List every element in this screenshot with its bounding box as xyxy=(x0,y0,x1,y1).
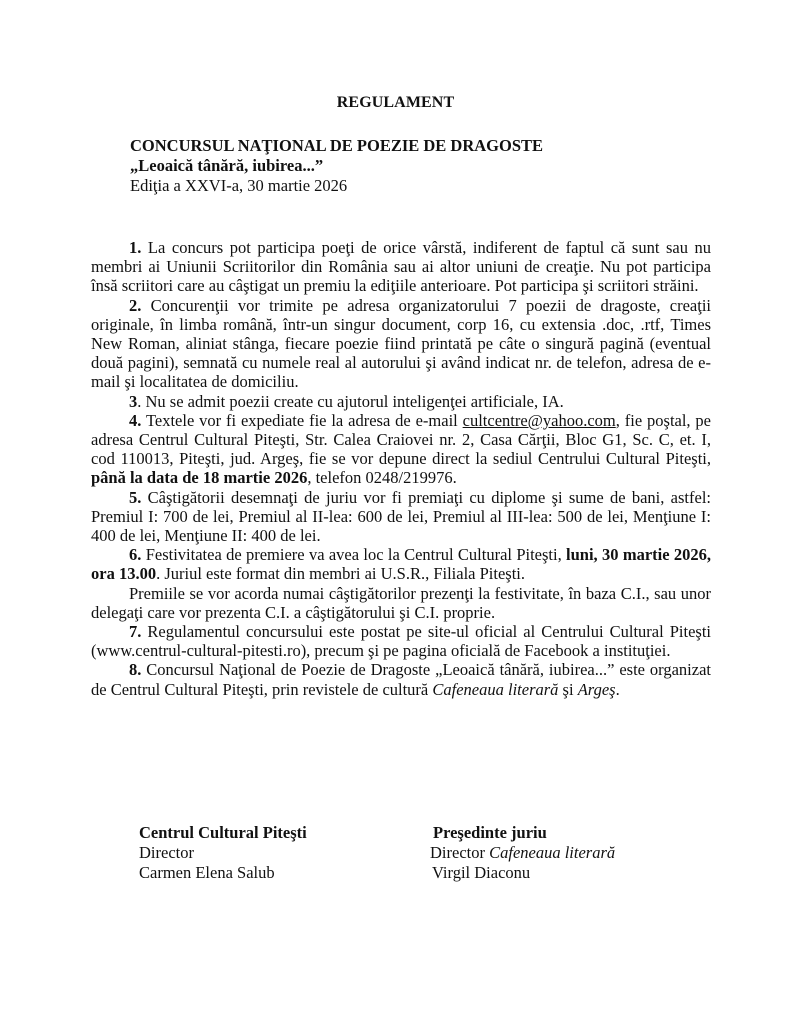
article-text: . xyxy=(615,679,620,699)
article-text: . Nu se admit poezii create cu ajutorul inteligenţei artificiale, IA. xyxy=(137,391,564,411)
signature-name: Carmen Elena Salub xyxy=(139,863,275,882)
article-3 xyxy=(91,392,711,411)
document-title: REGULAMENT xyxy=(336,94,455,111)
magazine-name: Argeş xyxy=(577,679,616,699)
contest-edition: Ediţia a XXVI-a, 30 martie 2026 xyxy=(130,176,348,195)
article-number: 7. xyxy=(129,622,142,642)
signature-right xyxy=(430,823,615,883)
article-text: , telefon 0248/219976. xyxy=(307,468,457,488)
signature-role: Director xyxy=(139,843,194,862)
article-5 xyxy=(91,488,711,546)
article-text: Concurenţii vor trimite pe adresa organizatorului 7 poezii de dragoste, creaţii originale, în limba română, într-un singur document, corp 16, cu extensia .doc, .rtf, Times New Roman, aliniat stânga, fiecare poezie fiind printată pe câte o singură pagină (eventual două pagini), semnată cu numele real al autorului şi având indicat nr. de telefon, adresa de e-mail şi localitatea de domiciliu. xyxy=(91,295,711,392)
contest-subtitle: „Leoaică tânără, iubirea...” xyxy=(130,156,324,175)
article-1 xyxy=(91,238,711,296)
signature-left xyxy=(139,823,307,883)
article-text: Concursul Naţional de Poezie de Dragoste „Leoaică tânără, iubirea...” este organizat de Centrul Cultural Piteşti, prin revistele de cultură xyxy=(91,660,711,699)
article-text: Festivitatea de premiere va avea loc la Centrul Cultural Piteşti, xyxy=(141,545,567,565)
event-date: luni, 30 martie 2026, ora 13.00 xyxy=(91,545,711,584)
contest-heading xyxy=(130,136,543,196)
article-text: Câştigătorii desemnaţi de juriu vor fi premiaţi cu diplome şi sume de bani, astfel: Premiul I: 700 de lei, Premiul al II-lea: 600 de lei, Premiul al III-lea: 500 de lei, Menţiune I: 400 de lei, Menţiune II: 400 de lei. xyxy=(91,487,711,546)
signature-institution: Centrul Cultural Piteşti xyxy=(139,823,307,842)
signature-role-prefix: Director xyxy=(430,843,490,862)
article-6 xyxy=(91,545,711,583)
submission-deadline: până la data de 18 martie 2026 xyxy=(91,468,308,488)
signature-title: Preşedinte juriu xyxy=(433,823,547,842)
article-4 xyxy=(91,411,711,488)
article-number: 1. xyxy=(129,238,142,257)
article-text: şi xyxy=(558,679,578,699)
article-text: Textele vor fi expediate fie la adresa de e-mail xyxy=(141,410,463,430)
article-2 xyxy=(91,296,711,392)
article-6-prizes-note: Premiile se vor acorda numai câştigătorilor prezenţi la festivitate, în baza C.I., sau unor delegaţi care vor prezenta C.I. a câştigătorului şi C.I. proprie. xyxy=(91,583,711,622)
article-text: Regulamentul concursului este postat pe site-ul oficial al Centrului Cultural Piteşti (www.centrul-cultural-pitesti.ro), precum şi pe pagina oficială de Facebook a instituţiei. xyxy=(91,622,711,661)
signature-name: Virgil Diaconu xyxy=(432,863,531,882)
rules-body xyxy=(91,238,711,699)
signature-role-publication: Cafeneaua literară xyxy=(489,843,616,862)
contest-name: CONCURSUL NAŢIONAL DE POEZIE DE DRAGOSTE xyxy=(130,136,544,155)
article-7 xyxy=(91,622,711,660)
article-number: 3 xyxy=(129,391,138,411)
article-number: 8. xyxy=(129,660,142,680)
article-number: 4. xyxy=(129,410,142,430)
article-text: La concurs pot participa poeţi de orice vârstă, indiferent de faptul că sunt sau nu membri ai Uniunii Scriitorilor din România sau ai altor uniuni de creaţie. Nu pot participa însă scriitori care au câştigat un premiu la ediţiile anterioare. Pot participa şi scriitori străini. xyxy=(91,238,711,296)
email-link[interactable]: cultcentre@yahoo.com xyxy=(462,410,616,430)
article-number: 2. xyxy=(129,295,142,315)
article-number: 6. xyxy=(129,545,142,565)
article-text: , fie poştal, pe adresa Centrul Cultural Piteşti, Str. Calea Craiovei nr. 2, Casa Cărţii, Bloc G1, Sc. C, et. I, cod 110013, Piteşti, jud. Argeş, fie se vor depune direct la sediul Centrului Cultural Piteşti, xyxy=(91,410,712,469)
article-8 xyxy=(91,660,711,698)
magazine-name: Cafeneaua literară xyxy=(432,679,559,699)
signature-role xyxy=(430,843,615,863)
article-text: . Juriul este format din membri ai U.S.R., Filiala Piteşti. xyxy=(156,564,525,584)
article-number: 5. xyxy=(129,487,142,507)
